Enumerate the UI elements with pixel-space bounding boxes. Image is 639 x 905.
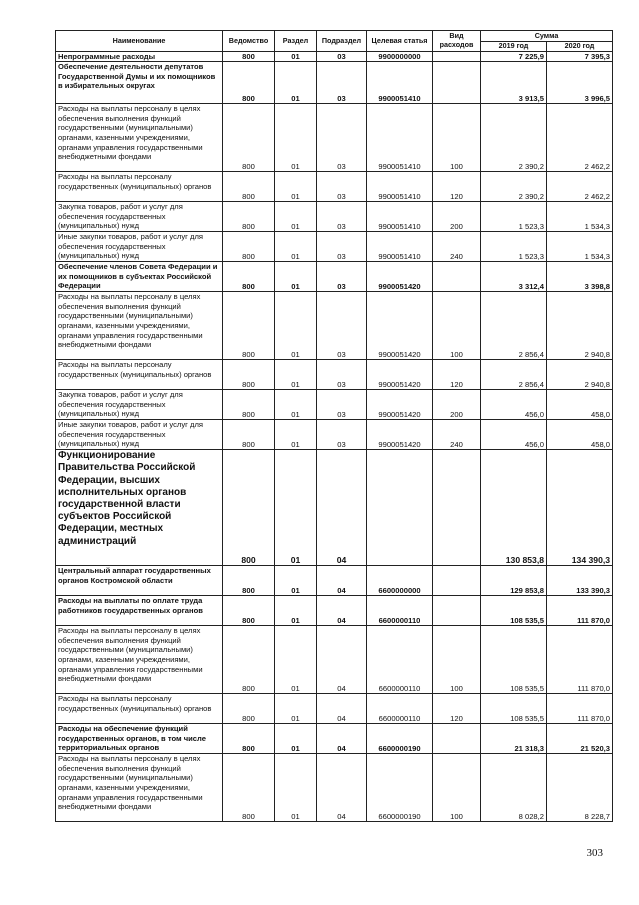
table-row (56, 626, 613, 694)
row-sum-2019: 2 390,2 (481, 104, 547, 172)
row-target: 6600000000 (367, 566, 433, 596)
row-sum-2020: 2 940,8 (547, 292, 613, 360)
row-section: 01 (275, 566, 317, 596)
row-name: Расходы на выплаты персоналу в целях обеспечения выполнения функций государственными (муниципальными) органами, казенными учреждениями, органами управления государственными внебюджетными фондами (56, 104, 223, 172)
row-dept: 800 (223, 694, 275, 724)
row-sum-2019: 456,0 (481, 420, 547, 450)
row-sum-2020: 111 870,0 (547, 596, 613, 626)
row-dept: 800 (223, 51, 275, 62)
row-exp-type (433, 724, 481, 754)
row-exp-type (433, 450, 481, 566)
row-name: Расходы на выплаты персоналу в целях обеспечения выполнения функций государственными (муниципальными) органами, казенными учреждениями, органами управления государственными внебюджетными фондами (56, 754, 223, 822)
row-target: 9900051420 (367, 360, 433, 390)
row-dept: 800 (223, 450, 275, 566)
row-dept: 800 (223, 754, 275, 822)
row-section: 01 (275, 51, 317, 62)
row-section: 01 (275, 450, 317, 566)
row-dept: 800 (223, 62, 275, 104)
row-sum-2020: 111 870,0 (547, 694, 613, 724)
row-sum-2019: 7 225,9 (481, 51, 547, 62)
row-exp-type: 100 (433, 104, 481, 172)
row-target: 6600000110 (367, 694, 433, 724)
row-name: Закупка товаров, работ и услуг для обеспечения государственных (муниципальных) нужд (56, 202, 223, 232)
row-dept: 800 (223, 566, 275, 596)
page-number: 303 (586, 847, 603, 859)
row-name: Обеспечение деятельности депутатов Государственной Думы и их помощников в избирательных округах (56, 62, 223, 104)
row-dept: 800 (223, 420, 275, 450)
table-row (56, 420, 613, 450)
table-row (56, 104, 613, 172)
row-sum-2020: 133 390,3 (547, 566, 613, 596)
row-section: 01 (275, 262, 317, 292)
row-sum-2020: 3 996,5 (547, 62, 613, 104)
row-sum-2019: 2 856,4 (481, 360, 547, 390)
row-exp-type (433, 51, 481, 62)
row-exp-type (433, 62, 481, 104)
row-sum-2019: 456,0 (481, 390, 547, 420)
row-sum-2019: 3 913,5 (481, 62, 547, 104)
row-section: 01 (275, 104, 317, 172)
table-row (56, 724, 613, 754)
row-exp-type: 240 (433, 420, 481, 450)
row-sum-2019: 108 535,5 (481, 626, 547, 694)
row-subsection: 03 (317, 51, 367, 62)
row-sum-2020: 1 534,3 (547, 232, 613, 262)
row-target: 9900051420 (367, 390, 433, 420)
row-section: 01 (275, 62, 317, 104)
row-section: 01 (275, 390, 317, 420)
row-sum-2020: 21 520,3 (547, 724, 613, 754)
table-body (56, 51, 613, 822)
row-exp-type: 200 (433, 390, 481, 420)
row-name: Центральный аппарат государственных органов Костромской области (56, 566, 223, 596)
row-sum-2019: 8 028,2 (481, 754, 547, 822)
row-dept: 800 (223, 202, 275, 232)
table-row (56, 450, 613, 566)
row-name: Расходы на выплаты персоналу государственных (муниципальных) органов (56, 694, 223, 724)
row-dept: 800 (223, 360, 275, 390)
row-section: 01 (275, 202, 317, 232)
row-dept: 800 (223, 104, 275, 172)
row-sum-2020: 2 462,2 (547, 172, 613, 202)
row-sum-2019: 2 856,4 (481, 292, 547, 360)
row-target: 9900000000 (367, 51, 433, 62)
row-name: Расходы на выплаты по оплате труда работников государственных органов (56, 596, 223, 626)
table-row (56, 51, 613, 62)
header-section: Раздел (275, 31, 317, 52)
row-exp-type: 240 (433, 232, 481, 262)
row-name: Иные закупки товаров, работ и услуг для обеспечения государственных (муниципальных) нужд (56, 232, 223, 262)
header-year-2020: 2020 год (547, 42, 613, 52)
row-subsection: 03 (317, 390, 367, 420)
row-target: 9900051410 (367, 104, 433, 172)
row-exp-type: 100 (433, 626, 481, 694)
row-target: 9900051410 (367, 202, 433, 232)
row-target: 9900051420 (367, 292, 433, 360)
row-section: 01 (275, 420, 317, 450)
table-header (56, 31, 613, 52)
row-name: Расходы на выплаты персоналу в целях обеспечения выполнения функций государственными (муниципальными) органами, казенными учреждениями, органами управления государственными внебюджетными фондами (56, 292, 223, 360)
row-target: 9900051410 (367, 62, 433, 104)
row-sum-2019: 2 390,2 (481, 172, 547, 202)
row-dept: 800 (223, 232, 275, 262)
row-section: 01 (275, 754, 317, 822)
row-exp-type: 120 (433, 694, 481, 724)
row-dept: 800 (223, 172, 275, 202)
row-name: Обеспечение членов Совета Федерации и их помощников в субъектах Российской Федерации (56, 262, 223, 292)
row-sum-2019: 108 535,5 (481, 596, 547, 626)
header-dept: Ведомство (223, 31, 275, 52)
row-sum-2020: 458,0 (547, 390, 613, 420)
header-subsection: Подраздел (317, 31, 367, 52)
header-sum: Сумма (481, 31, 613, 42)
row-dept: 800 (223, 390, 275, 420)
row-exp-type: 100 (433, 754, 481, 822)
row-name: Функционирование Правительства Российской Федерации, высших исполнительных органов государственной власти субъектов Российской Федерации, местных администраций (56, 450, 223, 566)
row-sum-2020: 2 462,2 (547, 104, 613, 172)
row-section: 01 (275, 232, 317, 262)
row-subsection: 03 (317, 292, 367, 360)
row-name: Расходы на выплаты персоналу в целях обеспечения выполнения функций государственными (муниципальными) органами, казенными учреждениями, органами управления государственными внебюджетными фондами (56, 626, 223, 694)
row-section: 01 (275, 292, 317, 360)
row-subsection: 03 (317, 172, 367, 202)
row-name: Закупка товаров, работ и услуг для обеспечения государственных (муниципальных) нужд (56, 390, 223, 420)
row-subsection: 03 (317, 360, 367, 390)
table-row (56, 566, 613, 596)
row-section: 01 (275, 360, 317, 390)
row-name: Непрограммные расходы (56, 51, 223, 62)
row-subsection: 03 (317, 232, 367, 262)
row-dept: 800 (223, 596, 275, 626)
row-section: 01 (275, 596, 317, 626)
row-subsection: 03 (317, 104, 367, 172)
table-row (56, 62, 613, 104)
row-sum-2019: 108 535,5 (481, 694, 547, 724)
row-target: 9900051410 (367, 232, 433, 262)
row-subsection: 04 (317, 566, 367, 596)
row-exp-type: 120 (433, 172, 481, 202)
row-subsection: 03 (317, 202, 367, 232)
row-subsection: 03 (317, 262, 367, 292)
row-exp-type: 120 (433, 360, 481, 390)
budget-table (55, 30, 613, 822)
row-target: 6600000110 (367, 596, 433, 626)
row-exp-type: 200 (433, 202, 481, 232)
row-subsection: 04 (317, 724, 367, 754)
row-subsection: 03 (317, 62, 367, 104)
row-subsection: 03 (317, 420, 367, 450)
row-subsection: 04 (317, 754, 367, 822)
row-section: 01 (275, 172, 317, 202)
row-name: Иные закупки товаров, работ и услуг для обеспечения государственных (муниципальных) нужд (56, 420, 223, 450)
row-exp-type (433, 596, 481, 626)
header-year-2019: 2019 год (481, 42, 547, 52)
row-sum-2019: 3 312,4 (481, 262, 547, 292)
row-dept: 800 (223, 724, 275, 754)
row-name: Расходы на выплаты персоналу государственных (муниципальных) органов (56, 172, 223, 202)
row-sum-2020: 1 534,3 (547, 202, 613, 232)
table-row (56, 262, 613, 292)
row-sum-2020: 111 870,0 (547, 626, 613, 694)
row-subsection: 04 (317, 626, 367, 694)
header-exp-type: Вид расходов (433, 31, 481, 52)
row-section: 01 (275, 694, 317, 724)
row-target: 9900051420 (367, 420, 433, 450)
row-sum-2020: 8 228,7 (547, 754, 613, 822)
table-row (56, 596, 613, 626)
row-subsection: 04 (317, 596, 367, 626)
row-sum-2020: 7 395,3 (547, 51, 613, 62)
row-target: 6600000110 (367, 626, 433, 694)
row-target (367, 450, 433, 566)
row-sum-2020: 3 398,8 (547, 262, 613, 292)
row-sum-2019: 130 853,8 (481, 450, 547, 566)
row-target: 6600000190 (367, 724, 433, 754)
header-target: Целевая статья (367, 31, 433, 52)
row-sum-2019: 1 523,3 (481, 202, 547, 232)
row-sum-2019: 1 523,3 (481, 232, 547, 262)
row-exp-type: 100 (433, 292, 481, 360)
row-name: Расходы на обеспечение функций государственных органов, в том числе территориальных органов (56, 724, 223, 754)
row-sum-2020: 2 940,8 (547, 360, 613, 390)
row-sum-2019: 21 318,3 (481, 724, 547, 754)
row-name: Расходы на выплаты персоналу государственных (муниципальных) органов (56, 360, 223, 390)
table-row (56, 292, 613, 360)
row-subsection: 04 (317, 450, 367, 566)
row-sum-2020: 458,0 (547, 420, 613, 450)
row-sum-2019: 129 853,8 (481, 566, 547, 596)
row-target: 9900051420 (367, 262, 433, 292)
row-subsection: 04 (317, 694, 367, 724)
row-sum-2020: 134 390,3 (547, 450, 613, 566)
row-section: 01 (275, 724, 317, 754)
table-row (56, 202, 613, 232)
table-row (56, 390, 613, 420)
table-row (56, 694, 613, 724)
row-section: 01 (275, 626, 317, 694)
row-dept: 800 (223, 292, 275, 360)
row-dept: 800 (223, 626, 275, 694)
row-target: 9900051410 (367, 172, 433, 202)
row-target: 6600000190 (367, 754, 433, 822)
table-row (56, 232, 613, 262)
table-row (56, 754, 613, 822)
table-row (56, 172, 613, 202)
table-row (56, 360, 613, 390)
row-exp-type (433, 566, 481, 596)
row-dept: 800 (223, 262, 275, 292)
row-exp-type (433, 262, 481, 292)
header-name: Наименование (56, 31, 223, 52)
